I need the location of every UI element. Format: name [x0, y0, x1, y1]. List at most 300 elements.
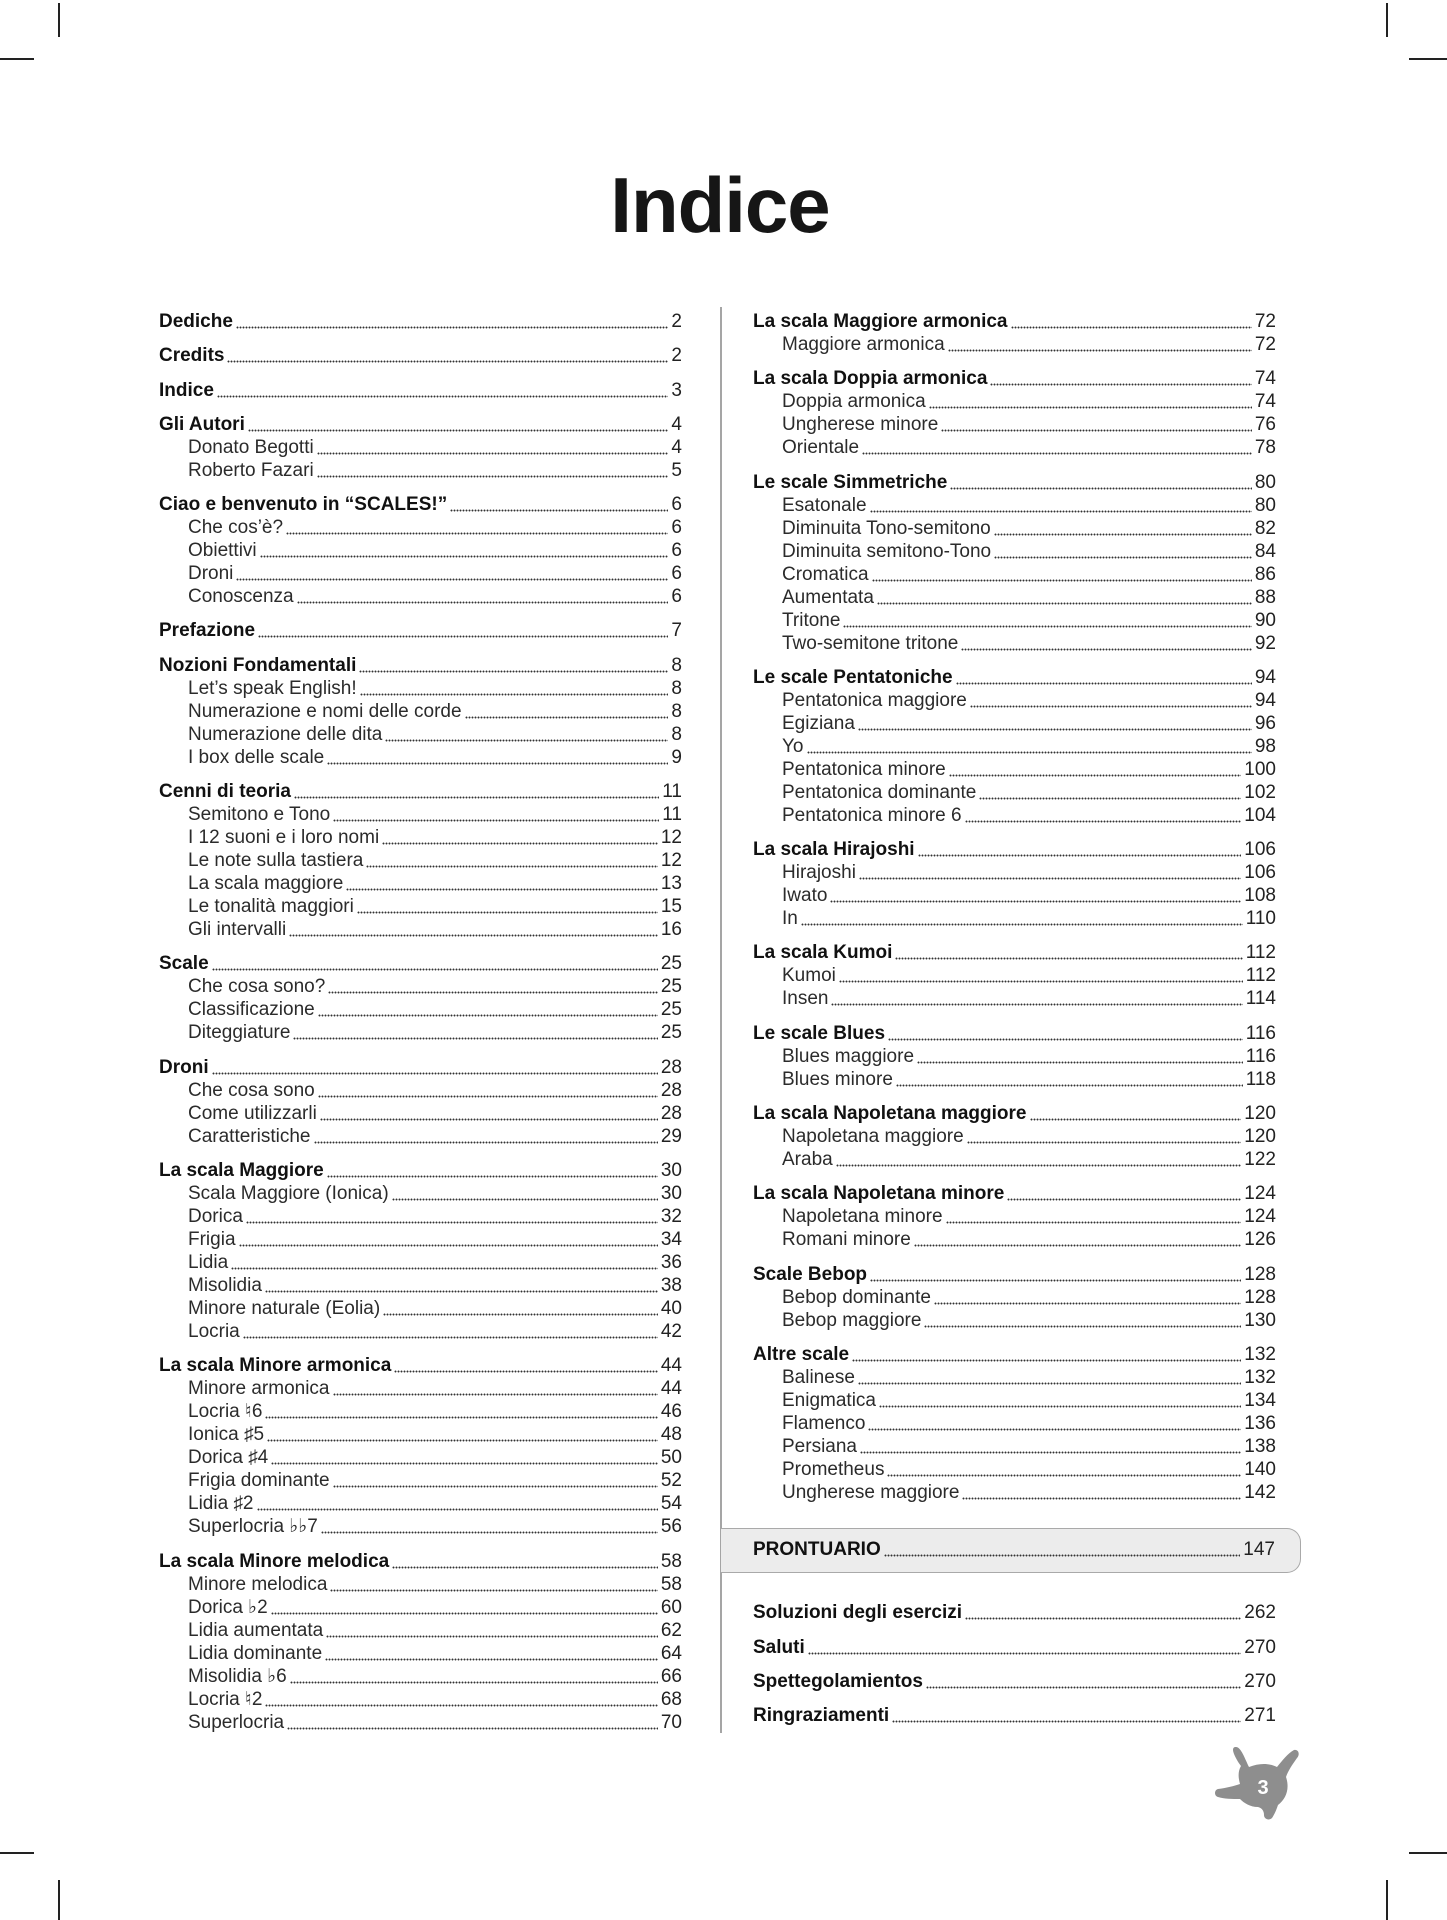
- toc-section: [753, 838, 1276, 930]
- toc-entry-title: Superlocria ♭♭7: [188, 1516, 318, 1538]
- toc-entry-title: Maggiore armonica: [782, 334, 945, 355]
- toc-page-number: 8: [671, 654, 682, 676]
- toc-page-number: 4: [671, 436, 682, 458]
- toc-section-heading: [159, 780, 682, 803]
- dot-leader: [383, 1313, 658, 1316]
- dot-leader: [892, 1720, 1241, 1723]
- toc-subentry: [753, 735, 1276, 758]
- toc-page-number: 2: [671, 345, 682, 367]
- toc-subentry: [753, 987, 1276, 1010]
- dot-leader: [965, 820, 1242, 823]
- toc-page-number: 92: [1254, 632, 1276, 654]
- crop-mark: [0, 58, 34, 60]
- dot-leader: [385, 739, 668, 742]
- toc-page-number: 48: [660, 1424, 682, 1446]
- toc-page-number: 11: [662, 781, 682, 803]
- dot-leader: [260, 555, 669, 558]
- toc-section: [159, 780, 682, 941]
- toc-entry-title: I box delle scale: [188, 746, 325, 768]
- toc-subentry: [159, 803, 682, 826]
- prontuario-row: [753, 1538, 1275, 1561]
- toc-subentry: [159, 1377, 682, 1400]
- toc-page-number: 90: [1254, 609, 1276, 631]
- toc-page-number: 134: [1244, 1389, 1276, 1411]
- toc-entry-title: Hirajoshi: [782, 862, 856, 884]
- toc-page-number: 88: [1254, 586, 1276, 608]
- toc-subentry: [159, 1665, 682, 1688]
- toc-entry-title: Gli Autori: [159, 413, 245, 435]
- toc-subentry: [159, 1102, 682, 1125]
- toc-section: [753, 1343, 1276, 1504]
- toc-entry-title: Diminuita semitono-Tono: [782, 540, 992, 562]
- toc-page-number: 25: [660, 953, 682, 975]
- toc-entry-title: Dorica ♯4: [188, 1447, 269, 1469]
- toc-section: [753, 666, 1276, 827]
- dot-leader: [879, 1405, 1241, 1408]
- toc-subentry: [159, 1688, 682, 1711]
- appendix-title: Saluti: [753, 1636, 805, 1658]
- appendix-row: [753, 1670, 1276, 1693]
- toc-subentry: [159, 1469, 682, 1492]
- toc-section: [159, 310, 682, 333]
- dot-leader: [949, 774, 1242, 777]
- toc-entry-title: Che cos’è?: [188, 517, 284, 539]
- toc-page-number: 100: [1244, 758, 1276, 780]
- toc-right-column: [753, 310, 1276, 1727]
- dot-leader: [382, 842, 658, 845]
- toc-section-heading: [159, 1056, 682, 1079]
- dot-leader: [286, 532, 668, 535]
- toc-entry-title: Napoletana maggiore: [782, 1126, 964, 1148]
- toc-section-heading: [753, 941, 1276, 964]
- toc-entry-title: Tritone: [782, 609, 841, 631]
- dot-leader: [929, 406, 1252, 409]
- toc-page-number: 13: [660, 873, 682, 895]
- toc-subentry: [753, 1068, 1276, 1091]
- toc-page-number: 32: [660, 1205, 682, 1227]
- toc-entry-title: Numerazione e nomi delle corde: [188, 700, 462, 722]
- dot-leader: [346, 888, 658, 891]
- page-number: 3: [1257, 1777, 1269, 1799]
- toc-left-sections: [159, 310, 682, 1734]
- dot-leader: [333, 1393, 658, 1396]
- toc-subentry: [159, 1619, 682, 1642]
- toc-page-number: 11: [662, 804, 682, 826]
- toc-page-number: 124: [1244, 1183, 1276, 1205]
- dot-leader: [836, 1164, 1242, 1167]
- dot-leader: [360, 693, 669, 696]
- toc-subentry: [753, 1205, 1276, 1228]
- toc-entry-title: Persiana: [782, 1435, 857, 1457]
- dot-leader: [392, 1566, 658, 1569]
- toc-entry-title: Caratteristiche: [188, 1125, 311, 1147]
- dot-leader: [970, 705, 1252, 708]
- dot-leader: [917, 1061, 1243, 1064]
- toc-subentry: [753, 413, 1276, 436]
- dot-leader: [994, 533, 1252, 536]
- toc-subentry: [753, 907, 1276, 930]
- appendix-page-number: 262: [1244, 1602, 1276, 1624]
- toc-subentry: [159, 1515, 682, 1538]
- toc-subentry: [159, 1205, 682, 1228]
- dot-leader: [808, 1652, 1242, 1655]
- toc-subentry: [159, 895, 682, 918]
- toc-section-heading: [753, 1102, 1276, 1125]
- toc-subentry: [753, 861, 1276, 884]
- toc-page-number: 4: [671, 413, 682, 435]
- dot-leader: [870, 510, 1252, 513]
- dot-leader: [212, 1072, 658, 1075]
- dot-leader: [807, 751, 1252, 754]
- dot-leader: [801, 923, 1243, 926]
- toc-section-heading: [159, 619, 682, 642]
- dot-leader: [366, 865, 658, 868]
- toc-entry-title: Misolidia ♭6: [188, 1665, 287, 1687]
- toc-page-number: 6: [671, 586, 682, 608]
- appendix-page-number: 270: [1244, 1671, 1276, 1693]
- dot-leader: [830, 900, 1241, 903]
- toc-subentry: [753, 632, 1276, 655]
- toc-subentry: [753, 1045, 1276, 1068]
- dot-leader: [357, 911, 658, 914]
- toc-entry-title: La scala Napoletana maggiore: [753, 1103, 1027, 1125]
- appendix-row: [753, 1704, 1276, 1727]
- toc-subentry: [159, 746, 682, 769]
- toc-subentry: [753, 804, 1276, 827]
- dot-leader: [1011, 326, 1252, 329]
- toc-entry-title: La scala Minore melodica: [159, 1550, 390, 1572]
- toc-subentry: [159, 998, 682, 1021]
- dot-leader: [290, 1681, 658, 1684]
- dot-leader: [318, 1014, 658, 1017]
- dot-leader: [967, 1141, 1242, 1144]
- toc-subentry: [159, 1596, 682, 1619]
- toc-subentry: [753, 1458, 1276, 1481]
- toc-entry-title: Diminuita Tono-semitono: [782, 517, 991, 539]
- toc-subentry: [753, 689, 1276, 712]
- toc-subentry: [753, 1148, 1276, 1171]
- toc-subentry: [159, 1182, 682, 1205]
- toc-subentry: [159, 1446, 682, 1469]
- toc-subentry: [159, 918, 682, 941]
- toc-entry-title: Le scale Simmetriche: [753, 471, 948, 493]
- toc-entry-title: Doppia armonica: [782, 391, 926, 413]
- toc-subentry: [159, 723, 682, 746]
- toc-section: [753, 310, 1276, 356]
- toc-entry-title: Flamenco: [782, 1412, 866, 1434]
- dot-leader: [941, 429, 1252, 432]
- toc-page-number: 106: [1244, 839, 1276, 861]
- toc-subentry: [159, 585, 682, 608]
- toc-subentry: [159, 1642, 682, 1665]
- appendix-page-number: 271: [1244, 1705, 1276, 1727]
- toc-subentry: [159, 539, 682, 562]
- dot-leader: [860, 1451, 1241, 1454]
- toc-entry-title: Che cosa sono?: [188, 976, 326, 998]
- toc-page-number: 132: [1244, 1343, 1276, 1365]
- toc-section: [159, 413, 682, 482]
- toc-section: [159, 619, 682, 642]
- dot-leader: [961, 648, 1252, 651]
- toc-subentry: [753, 517, 1276, 540]
- toc-section: [159, 1550, 682, 1734]
- dot-leader: [877, 602, 1252, 605]
- toc-subentry: [753, 563, 1276, 586]
- toc-entry-title: Lidia aumentata: [188, 1619, 324, 1641]
- toc-page-number: 130: [1244, 1309, 1276, 1331]
- dot-leader: [325, 1658, 658, 1661]
- toc-page-number: 64: [660, 1642, 682, 1664]
- toc-page-number: 28: [660, 1079, 682, 1101]
- toc-subentry: [159, 1079, 682, 1102]
- toc-section-heading: [753, 310, 1276, 333]
- toc-page-number: 86: [1254, 563, 1276, 585]
- toc-entry-title: Le scale Blues: [753, 1022, 886, 1044]
- toc-page-number: 76: [1254, 414, 1276, 436]
- toc-entry-title: La scala Kumoi: [753, 942, 893, 964]
- toc-entry-title: Cenni di teoria: [159, 781, 291, 803]
- toc-entry-title: Esatonale: [782, 494, 867, 516]
- dot-leader: [888, 1038, 1243, 1041]
- dot-leader: [918, 854, 1242, 857]
- dot-leader: [289, 934, 658, 937]
- toc-page-number: 36: [660, 1251, 682, 1273]
- dot-leader: [392, 1198, 658, 1201]
- toc-section: [753, 367, 1276, 459]
- toc-page-number: 66: [660, 1665, 682, 1687]
- toc-entry-title: Roberto Fazari: [188, 459, 314, 481]
- prontuario-page-number: 147: [1243, 1539, 1275, 1561]
- toc-right-sections: [753, 310, 1276, 1504]
- toc-page-number: 110: [1245, 908, 1276, 930]
- dot-leader: [271, 1612, 658, 1615]
- dot-leader: [895, 957, 1242, 960]
- toc-page-number: 136: [1244, 1412, 1276, 1434]
- toc-page-number: 80: [1254, 494, 1276, 516]
- toc-page-number: 8: [671, 677, 682, 699]
- dot-leader: [333, 819, 659, 822]
- toc-page-number: 12: [660, 850, 682, 872]
- appendix-row: [753, 1601, 1276, 1624]
- dot-leader: [265, 1416, 657, 1419]
- toc-subentry: [753, 1366, 1276, 1389]
- toc-subentry: [753, 1412, 1276, 1435]
- toc-page-number: 112: [1245, 942, 1276, 964]
- toc-subentry: [753, 333, 1276, 356]
- dot-leader: [321, 1531, 658, 1534]
- dot-leader: [327, 1175, 658, 1178]
- toc-entry-title: Prometheus: [782, 1458, 885, 1480]
- toc-page-number: 30: [660, 1159, 682, 1181]
- toc-page-number: 120: [1244, 1126, 1276, 1148]
- toc-entry-title: Scale: [159, 953, 209, 975]
- toc-page-number: 25: [660, 976, 682, 998]
- toc-page-number: 138: [1244, 1435, 1276, 1457]
- toc-section: [159, 1354, 682, 1538]
- dot-leader: [924, 1325, 1241, 1328]
- dot-leader: [839, 980, 1243, 983]
- dot-leader: [394, 1370, 658, 1373]
- toc-section-heading: [159, 310, 682, 333]
- dot-leader: [212, 968, 658, 971]
- toc-section-heading: [159, 1159, 682, 1182]
- toc-entry-title: Minore naturale (Eolia): [188, 1297, 381, 1319]
- dot-leader: [858, 1382, 1241, 1385]
- crop-mark: [0, 1852, 34, 1854]
- dot-leader: [956, 682, 1252, 685]
- toc-entry-title: Pentatonica dominante: [782, 781, 977, 803]
- toc-entry-title: Bebop dominante: [782, 1286, 931, 1308]
- dot-leader: [265, 1704, 657, 1707]
- toc-page-number: 3: [671, 379, 682, 401]
- toc-page-number: 56: [660, 1516, 682, 1538]
- toc-entry-title: Dorica ♭2: [188, 1596, 268, 1618]
- appendix-row: [753, 1636, 1276, 1659]
- toc-page-number: 72: [1254, 311, 1276, 332]
- toc-section-heading: [159, 379, 682, 402]
- toc-page-number: 58: [660, 1550, 682, 1572]
- toc-entry-title: Classificazione: [188, 999, 315, 1021]
- dot-leader: [227, 360, 668, 363]
- dot-leader: [236, 326, 669, 329]
- toc-subentry: [159, 826, 682, 849]
- toc-subentry: [159, 1125, 682, 1148]
- dot-leader: [950, 487, 1252, 490]
- toc-section-heading: [159, 1550, 682, 1573]
- toc-subentry: [159, 436, 682, 459]
- toc-section-heading: [753, 1343, 1276, 1366]
- toc-entry-title: Frigia: [188, 1228, 236, 1250]
- toc-section-heading: [159, 493, 682, 516]
- toc-subentry: [753, 1435, 1276, 1458]
- toc-page-number: 120: [1244, 1103, 1276, 1125]
- toc-page-number: 112: [1245, 965, 1276, 987]
- toc-page-number: 70: [660, 1711, 682, 1733]
- toc-subentry: [753, 1228, 1276, 1251]
- toc-left-column: [159, 310, 682, 1734]
- dot-leader: [946, 1221, 1242, 1224]
- toc-entry-title: Semitono e Tono: [188, 804, 331, 826]
- toc-page-number: 78: [1254, 437, 1276, 459]
- toc-entry-title: Le tonalità maggiori: [188, 896, 354, 918]
- toc-entry-title: Napoletana minore: [782, 1206, 943, 1228]
- dot-leader: [243, 1336, 658, 1339]
- toc-subentry: [159, 562, 682, 585]
- toc-entry-title: Diteggiature: [188, 1022, 291, 1044]
- toc-entry-title: Romani minore: [782, 1229, 911, 1251]
- toc-section: [159, 1159, 682, 1343]
- toc-entry-title: Le scale Pentatoniche: [753, 666, 953, 688]
- toc-subentry: [159, 975, 682, 998]
- dot-leader: [246, 1221, 658, 1224]
- dot-leader: [870, 1279, 1241, 1282]
- toc-page-number: 80: [1254, 471, 1276, 493]
- dot-leader: [934, 1302, 1241, 1305]
- dot-leader: [1030, 1118, 1242, 1121]
- toc-section: [753, 1263, 1276, 1332]
- toc-section: [753, 471, 1276, 655]
- toc-entry-title: Nozioni Fondamentali: [159, 654, 357, 676]
- dot-leader: [831, 1003, 1242, 1006]
- toc-entry-title: Locria: [188, 1320, 240, 1342]
- toc-subentry: [159, 1021, 682, 1044]
- toc-entry-title: Pentatonica minore: [782, 758, 946, 780]
- toc-page-number: 28: [660, 1102, 682, 1124]
- toc-entry-title: Lidia: [188, 1251, 229, 1273]
- toc-section-heading: [159, 952, 682, 975]
- crop-mark: [58, 1880, 60, 1920]
- toc-entry-title: Le note sulla tastiera: [188, 850, 364, 872]
- toc-section-heading: [753, 1182, 1276, 1205]
- toc-page-number: 132: [1244, 1366, 1276, 1388]
- toc-page-number: 82: [1254, 517, 1276, 539]
- toc-subentry: [159, 516, 682, 539]
- toc-section-heading: [159, 413, 682, 436]
- toc-entry-title: Iwato: [782, 885, 828, 907]
- toc-entry-title: La scala Minore armonica: [159, 1355, 392, 1377]
- toc-section-heading: [753, 1263, 1276, 1286]
- dot-leader: [868, 1428, 1241, 1431]
- toc-page-number: 6: [671, 517, 682, 539]
- toc-entry-title: Blues minore: [782, 1068, 893, 1090]
- appendix-page-number: 270: [1244, 1636, 1276, 1658]
- toc-page-number: 7: [671, 620, 682, 642]
- toc-page-number: 25: [660, 1022, 682, 1044]
- toc-page-number: 2: [671, 311, 682, 332]
- toc-subentry: [159, 677, 682, 700]
- toc-page-number: 28: [660, 1056, 682, 1078]
- dot-leader: [328, 991, 658, 994]
- toc-subentry: [753, 1125, 1276, 1148]
- toc-section-heading: [753, 367, 1276, 390]
- toc-page-number: 44: [660, 1378, 682, 1400]
- toc-subentry: [753, 884, 1276, 907]
- toc-subentry: [753, 586, 1276, 609]
- toc-entry-title: Come utilizzarli: [188, 1102, 317, 1124]
- toc-page-number: 25: [660, 999, 682, 1021]
- toc-page-number: 106: [1244, 862, 1276, 884]
- toc-section: [159, 1056, 682, 1148]
- prontuario-box: [721, 1528, 1301, 1573]
- toc-page-number: 96: [1254, 712, 1276, 734]
- toc-subentry: [753, 609, 1276, 632]
- toc-subentry: [753, 436, 1276, 459]
- toc-entry-title: Two-semitone tritone: [782, 632, 959, 654]
- dot-leader: [884, 1554, 1241, 1557]
- toc-section: [753, 1182, 1276, 1251]
- dot-leader: [858, 728, 1252, 731]
- toc-entry-title: Lidia dominante: [188, 1642, 323, 1664]
- toc-page-number: 68: [660, 1688, 682, 1710]
- toc-entry-title: Indice: [159, 379, 214, 401]
- toc-page-number: 142: [1244, 1481, 1276, 1503]
- toc-section-heading: [159, 654, 682, 677]
- toc-subentry: [159, 1297, 682, 1320]
- crop-mark: [58, 3, 60, 37]
- toc-entry-title: Balinese: [782, 1366, 855, 1388]
- toc-subentry: [753, 781, 1276, 804]
- toc-entry-title: Conoscenza: [188, 586, 294, 608]
- toc-entry-title: Pentatonica minore 6: [782, 804, 962, 826]
- toc-page-number: 122: [1244, 1149, 1276, 1171]
- toc-page-number: 46: [660, 1401, 682, 1423]
- toc-subentry: [159, 700, 682, 723]
- toc-entry-title: La scala Doppia armonica: [753, 368, 988, 390]
- toc-page-number: 6: [671, 494, 682, 516]
- toc-section: [159, 379, 682, 402]
- dot-leader: [258, 635, 668, 638]
- crop-mark: [1409, 58, 1447, 60]
